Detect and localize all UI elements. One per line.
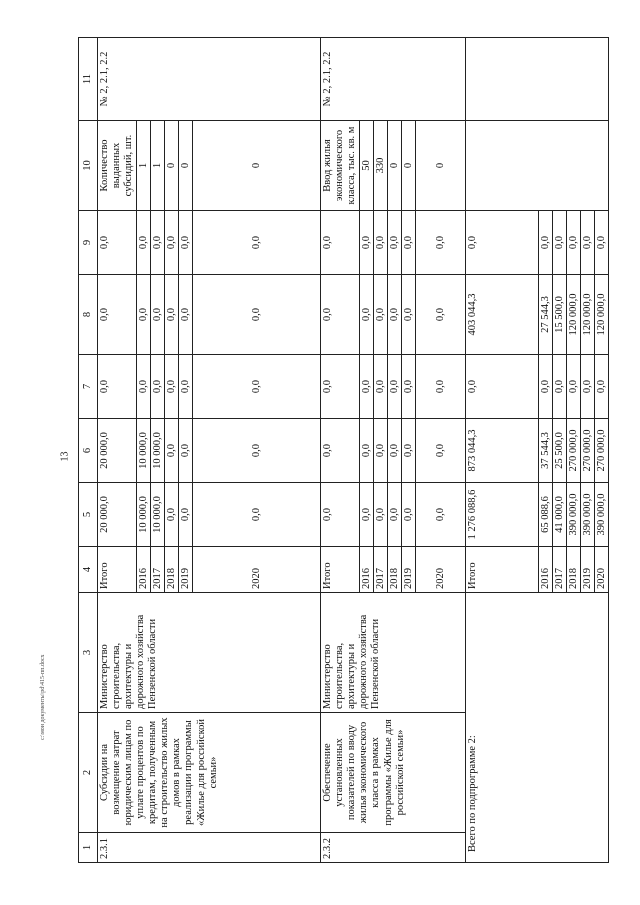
summary-label: Всего по подпрограмме 2:	[466, 593, 609, 863]
year: 2018	[388, 547, 402, 593]
cell-value: 0,0	[553, 211, 567, 275]
indicator-value: 0	[165, 121, 179, 211]
cell-value: 10 000,0	[151, 419, 165, 483]
cell-value: 0,0	[321, 483, 360, 547]
indicator-value: 0	[416, 121, 466, 211]
year: 2019	[402, 547, 416, 593]
cell-value: 27 544,3	[539, 275, 553, 355]
cell-value: 390 000,0	[567, 483, 581, 547]
cell-value: 0,0	[388, 275, 402, 355]
header-cell: 5	[79, 483, 98, 547]
cell-value: 0,0	[581, 211, 595, 275]
cell-value: 0,0	[360, 275, 374, 355]
cell-value: 270 000,0	[595, 419, 609, 483]
row-id: 2.3.2	[321, 833, 466, 863]
header-cell: 2	[79, 713, 98, 833]
cell-value: 0,0	[402, 211, 416, 275]
cell-value: 15 500,0	[553, 275, 567, 355]
cell-value: 0,0	[402, 355, 416, 419]
year: 2017	[553, 547, 567, 593]
table-row	[98, 38, 137, 863]
cell-value: 270 000,0	[567, 419, 581, 483]
cell-value: 41 000,0	[553, 483, 567, 547]
cell-value: 0,0	[165, 419, 179, 483]
cell-value: 120 000,0	[595, 275, 609, 355]
cell-value: 270 000,0	[581, 419, 595, 483]
empty-cell	[466, 121, 609, 211]
cell-value: 0,0	[567, 211, 581, 275]
cell-value: 0,0	[321, 355, 360, 419]
cell-value: 0,0	[98, 211, 137, 275]
cell-value: 0,0	[466, 355, 539, 419]
header-cell: 1	[79, 833, 98, 863]
cell-value: 0,0	[137, 275, 151, 355]
cell-value: 0,0	[388, 211, 402, 275]
cell-value: 0,0	[321, 419, 360, 483]
cell-value: 0,0	[179, 211, 193, 275]
program-table	[78, 37, 609, 863]
cell-value: 0,0	[137, 211, 151, 275]
header-cell: 11	[79, 38, 98, 121]
cell-value: 0,0	[539, 211, 553, 275]
cell-value: 0,0	[151, 355, 165, 419]
measure-name: Субсидии на возмещение затрат юридическим лицам по уплате процентов по кредитам, полученным на строительство жилых домов в рамках реализации программы «Жилье для российской семьи»	[98, 713, 321, 833]
rotated-table-wrapper	[78, 38, 607, 863]
cell-value: 0,0	[98, 275, 137, 355]
cell-value: 10 000,0	[137, 419, 151, 483]
total-label: Итого	[321, 547, 360, 593]
total-label: Итого	[98, 547, 137, 593]
table-row	[321, 38, 360, 863]
cell-value: 0,0	[402, 483, 416, 547]
indicator-label: Ввод жилья экономического класса, тыс. кв. м	[321, 121, 360, 211]
cell-value: 390 000,0	[581, 483, 595, 547]
cell-value: 0,0	[98, 355, 137, 419]
cell-value: 0,0	[360, 211, 374, 275]
cell-value: 0,0	[179, 355, 193, 419]
cell-value: 0,0	[321, 211, 360, 275]
cell-value: 0,0	[360, 483, 374, 547]
year: 2019	[581, 547, 595, 593]
cell-value: 0,0	[416, 211, 466, 275]
cell-value: 0,0	[539, 355, 553, 419]
cell-value: 0,0	[165, 483, 179, 547]
year: 2016	[360, 547, 374, 593]
cell-value: 0,0	[416, 355, 466, 419]
cell-value: 120 000,0	[581, 275, 595, 355]
year: 2018	[165, 547, 179, 593]
executor: Министерство строительства, архитектуры и дорожного хозяйства Пензенской области	[98, 593, 321, 713]
header-cell: 4	[79, 547, 98, 593]
year: 2020	[193, 547, 321, 593]
indicator-value: 50	[360, 121, 374, 211]
cell-value: 0,0	[165, 355, 179, 419]
row-id: 2.3.1	[98, 833, 321, 863]
cell-value: 0,0	[193, 483, 321, 547]
year: 2018	[567, 547, 581, 593]
cell-value: 873 044,3	[466, 419, 539, 483]
executor: Министерство строительства, архитектуры и дорожного хозяйства Пензенской области	[321, 593, 466, 713]
cell-value: 0,0	[553, 355, 567, 419]
header-cell: 9	[79, 211, 98, 275]
cell-value: 0,0	[388, 419, 402, 483]
year: 2020	[416, 547, 466, 593]
cell-value: 0,0	[581, 355, 595, 419]
cell-value: 0,0	[388, 355, 402, 419]
cell-value: 0,0	[374, 355, 388, 419]
cell-value: 0,0	[567, 355, 581, 419]
cell-value: 0,0	[151, 275, 165, 355]
header-cell: 8	[79, 275, 98, 355]
cell-value: 10 000,0	[137, 483, 151, 547]
cell-value: 120 000,0	[567, 275, 581, 355]
cell-value: 0,0	[193, 275, 321, 355]
total-label: Итого	[466, 547, 539, 593]
cell-value: 0,0	[374, 211, 388, 275]
cell-value: 0,0	[466, 211, 539, 275]
cell-value: 0,0	[193, 419, 321, 483]
footer-path: c:\мои документы\pd\415-пп.docx	[40, 654, 46, 740]
cell-value: 390 000,0	[595, 483, 609, 547]
cell-value: 0,0	[179, 419, 193, 483]
indicator-value: 0	[388, 121, 402, 211]
cell-value: 0,0	[137, 355, 151, 419]
cell-value: 0,0	[165, 211, 179, 275]
indicator-value: 1	[151, 121, 165, 211]
cell-value: 0,0	[165, 275, 179, 355]
cell-value: 25 500,0	[553, 419, 567, 483]
cell-value: 0,0	[374, 419, 388, 483]
year: 2020	[595, 547, 609, 593]
year: 2017	[151, 547, 165, 593]
header-cell: 7	[79, 355, 98, 419]
cell-value: 37 544,3	[539, 419, 553, 483]
empty-cell	[466, 38, 609, 121]
cell-value: 10 000,0	[151, 483, 165, 547]
cell-value: 0,0	[402, 419, 416, 483]
cell-value: 0,0	[179, 275, 193, 355]
cell-value: 20 000,0	[98, 483, 137, 547]
measure-name: Обеспечение установленных показателей по вводу жилья экономического класса в рамках программы «Жилье для российской семьи»	[321, 713, 466, 833]
cell-value: 0,0	[388, 483, 402, 547]
header-cell: 6	[79, 419, 98, 483]
cell-value: 0,0	[416, 483, 466, 547]
cell-value: 0,0	[402, 275, 416, 355]
indicator-label: Количество выданных субсидий, шт.	[98, 121, 137, 211]
indicator-value: 0	[193, 121, 321, 211]
cell-value: 0,0	[416, 419, 466, 483]
header-cell: 10	[79, 121, 98, 211]
reference: № 2, 2.1, 2.2	[98, 38, 321, 121]
cell-value: 0,0	[179, 483, 193, 547]
cell-value: 0,0	[374, 483, 388, 547]
cell-value: 403 044,3	[466, 275, 539, 355]
cell-value: 0,0	[416, 275, 466, 355]
year: 2016	[539, 547, 553, 593]
cell-value: 1 276 088,6	[466, 483, 539, 547]
indicator-value: 1	[137, 121, 151, 211]
year: 2017	[374, 547, 388, 593]
summary-row	[466, 38, 539, 863]
indicator-value: 330	[374, 121, 388, 211]
cell-value: 0,0	[360, 419, 374, 483]
header-cell: 3	[79, 593, 98, 713]
header-row	[79, 38, 98, 863]
cell-value: 0,0	[360, 355, 374, 419]
cell-value: 0,0	[193, 211, 321, 275]
cell-value: 20 000,0	[98, 419, 137, 483]
page-number: 13	[59, 451, 71, 462]
cell-value: 0,0	[321, 275, 360, 355]
indicator-value: 0	[402, 121, 416, 211]
cell-value: 0,0	[374, 275, 388, 355]
indicator-value: 0	[179, 121, 193, 211]
year: 2016	[137, 547, 151, 593]
cell-value: 0,0	[151, 211, 165, 275]
year: 2019	[179, 547, 193, 593]
cell-value: 0,0	[595, 355, 609, 419]
cell-value: 0,0	[193, 355, 321, 419]
reference: № 2, 2.1, 2.2	[321, 38, 466, 121]
cell-value: 65 088,6	[539, 483, 553, 547]
cell-value: 0,0	[595, 211, 609, 275]
